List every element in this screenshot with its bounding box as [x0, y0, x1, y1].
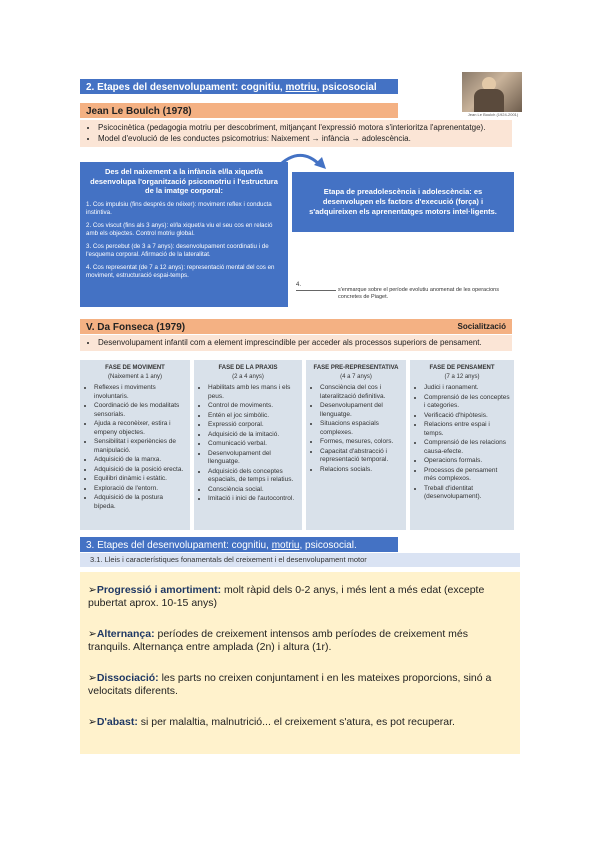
- law-label: Dissociació:: [96, 672, 159, 684]
- phase-item: • Control de moviments.: [208, 402, 298, 411]
- phase-item: • Verificació d'hipòtesis.: [424, 412, 510, 421]
- phase-item: • Desenvolupament del llenguatge.: [208, 450, 298, 467]
- phase-item: • Entén el joc simbòlic.: [208, 412, 298, 421]
- infancia-title: Des del naixement a la infància el/la xiquet/a desenvolupa l'organització psicomotriu i l'estructura de la imatge corporal:: [90, 167, 278, 195]
- phase-item: • Judici i raonament.: [424, 384, 510, 393]
- phase-item: • Comprensió de les conceptes i categories.: [424, 394, 510, 411]
- infancia-item: 2. Cos viscut (fins als 3 anys): el/la xiquet/a viu el seu cos en relació amb els objectes. Control motriu global.: [86, 221, 273, 237]
- phase-column: [194, 360, 302, 530]
- law-item: ➢Progressió i amortiment: molt ràpid dels 0-2 anys, i més lent a més edat (excepte pubertat aprox. 10-15 anys): [88, 584, 485, 609]
- curved-arrow-icon: [270, 147, 330, 175]
- phase-column: [80, 360, 190, 530]
- fonseca-bullet-box: [80, 335, 512, 351]
- phase-title: FASE PRE-REPRESENTATIVA: [313, 365, 399, 371]
- phase-item: • Formes, mesures, colors.: [320, 438, 402, 447]
- phase-item: • Desenvolupament del llenguatge.: [320, 402, 402, 419]
- phase-item: • Reflexes i moviments involuntaris.: [94, 384, 186, 401]
- portrait-body: [474, 89, 504, 112]
- phase-item: • Ajuda a reconèixer, estira i empeny objectes.: [94, 420, 186, 437]
- infancia-item: 3. Cos percebut (de 3 a 7 anys): desenvolupament coordinatiu i de l'esquema corporal. Afirmació de la lateralitat.: [86, 242, 269, 258]
- note-text: s'enmarque sobre el període evolutiu anomenat de les operacions concretes de Piaget.: [338, 287, 499, 300]
- phase-age: (Naixement a 1 any): [107, 373, 163, 380]
- phase-item: • Adquisició de la marxa.: [94, 456, 186, 465]
- phase-item: • Adquisició de la posició erecta.: [94, 466, 186, 475]
- phase-age: (4 a 7 anys): [340, 373, 372, 380]
- infancia-item: 4. Cos representat (de 7 a 12 anys): representació mental del cos en moviment, estructuració espai-temps.: [86, 263, 275, 279]
- portrait-photo: [462, 72, 522, 112]
- phase-item: • Adquisició de la postura bípeda.: [94, 494, 186, 511]
- leboulch-bullet: • Model d'evolució de les conductes psicomotrius: Naixement → infància → adolescència.: [98, 133, 508, 144]
- note-line: [296, 290, 336, 291]
- phase-column: [306, 360, 406, 530]
- phase-title: FASE DE LA PRAXIS: [218, 365, 278, 371]
- fonseca-header: V. Da Fonseca (1979) Socialització: [80, 319, 512, 334]
- phase-item: • Capacitat d'abstracció i representació temporal.: [320, 448, 402, 465]
- laws-box: [80, 572, 520, 754]
- phase-item: • Relacions socials.: [320, 466, 402, 475]
- phase-item: • Exploració de l'entorn.: [94, 485, 186, 494]
- fonseca-bullet: • Desenvolupament infantil com a element imprescindible per acceder als processos superiors de pensament.: [98, 337, 508, 348]
- photo-caption: Jean Le Boulch (1924-2001): [467, 112, 519, 117]
- law-item: ➢Dissociació: les parts no creixen conjuntament i en les mateixes proporcions, sinó a velocitats diferents.: [88, 672, 492, 697]
- phase-item: • Coordinació de les modalitats sensorials.: [94, 402, 186, 419]
- phase-item: • Treball d'identitat (desenvolupament).: [424, 485, 510, 502]
- phase-item: • Expressió corporal.: [208, 421, 298, 430]
- phase-item: • Consciència social.: [208, 486, 298, 495]
- phase-item: • Sensibilitat i experiències de manipulació.: [94, 438, 186, 455]
- phase-item: • Equilibri dinàmic i estàtic.: [94, 475, 186, 484]
- leboulch-header: Jean Le Boulch (1978): [80, 103, 398, 118]
- phase-item: • Situacions espacials complexes.: [320, 420, 402, 437]
- law-label: Progressió i amortiment:: [96, 584, 222, 596]
- infancia-item: 1. Cos impulsiu (fins després de néixer): moviment reflex i conducta instintiva.: [86, 200, 272, 216]
- leboulch-bullets: [80, 120, 512, 147]
- section3-title: 3. Etapes del desenvolupament: cognitiu, motriu, psicosocial.: [80, 537, 398, 552]
- law-item: ➢D'abast: si per malaltia, malnutrició... el creixement s'atura, es pot recuperar.: [88, 716, 455, 728]
- phase-item: • Imitació i inici de l'autocontrol.: [208, 495, 298, 504]
- phase-item: • Adquisició dels conceptes espacials, de temps i relatius.: [208, 468, 298, 485]
- adolescencia-text: Etapa de preadolescència i adolescència: es desenvolupen els factors d'execució (força) i s'adquireixen els aprenentatges motors intel·ligents.: [309, 187, 497, 216]
- phase-item: • Operacions formals.: [424, 457, 510, 466]
- section2-title: 2. Etapes del desenvolupament: cognitiu, motriu, psicosocial: [80, 79, 398, 94]
- law-text: períodes de creixement intensos amb períodes de creixement més tranquils. Alternança entre amplada (2n) i altura (1r).: [88, 628, 468, 653]
- law-label: D'abast:: [96, 716, 138, 728]
- note-number: 4.: [296, 282, 302, 288]
- law-text: si per malaltia, malnutrició... el creixement s'atura, es pot recuperar.: [137, 716, 455, 728]
- phase-column: [410, 360, 514, 530]
- phase-item: • Comprensió de les relacions causa-efecte.: [424, 439, 510, 456]
- leboulch-bullet: • Psicocinètica (pedagogia motriu per descobriment, mitjançant l'expressió motora s'interioritza l'aprenentatge).: [98, 122, 508, 133]
- phase-age: (2 a 4 anys): [232, 373, 264, 380]
- phase-item: • Comunicació verbal.: [208, 440, 298, 449]
- phase-title: FASE DE MOVIMENT: [105, 365, 165, 371]
- phase-item: • Consciència del cos i lateralització definitiva.: [320, 384, 402, 401]
- adolescencia-box: [292, 172, 514, 232]
- law-item: ➢Alternança: períodes de creixement intensos amb períodes de creixement més tranquils. Alternança entre amplada (2n) i altura (1r).: [88, 628, 468, 653]
- phase-title: FASE DE PENSAMENT: [429, 365, 495, 371]
- law-label: Alternança:: [96, 628, 155, 640]
- infancia-box: [80, 162, 288, 307]
- law-text: molt ràpid dels 0-2 anys, i més lent a més edat (excepte pubertat aprox. 10-15 anys): [88, 584, 485, 609]
- phase-item: • Adquisició de la imitació.: [208, 431, 298, 440]
- phase-item: • Habilitats amb les mans i els peus.: [208, 384, 298, 401]
- phase-item: • Relacions entre espai i temps.: [424, 421, 510, 438]
- section3-subtitle: 3.1. Lleis i característiques fonamentals del creixement i el desenvolupament motor: [80, 553, 520, 567]
- phase-item: • Processos de pensament més complexos.: [424, 467, 510, 484]
- law-text: les parts no creixen conjuntament i en les mateixes proporcions, sinó a velocitats diferents.: [88, 672, 492, 697]
- socialitzacio-tag: Socialització: [457, 322, 506, 331]
- phase-age: (7 a 12 anys): [444, 373, 480, 380]
